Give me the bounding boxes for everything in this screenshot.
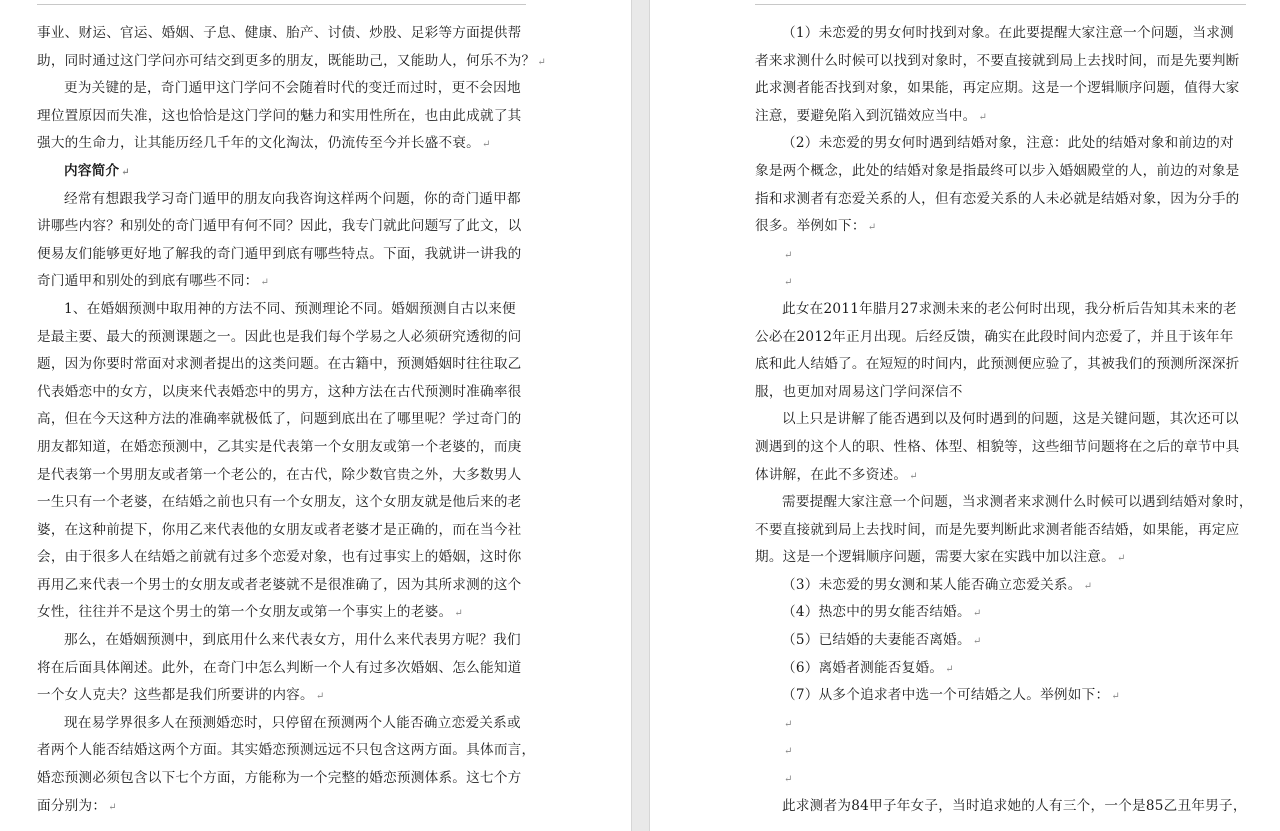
line-text: 那么，在婚姻预测中，到底用什么来代表女方，用什么来代表男方呢？我们 <box>64 632 521 649</box>
text-line <box>755 710 1246 738</box>
text-line <box>37 213 526 241</box>
line-text: 需要提醒大家注意一个问题，当求测者来求测什么时候可以遇到结婚对象时， <box>782 494 1253 511</box>
paragraph-mark-icon: ↵ <box>1083 580 1093 592</box>
line-text: 公必在2012年正月出现。后经反馈，确实在此段时间内恋爱了，并且于该年年 <box>755 328 1234 345</box>
text-line <box>755 186 1246 214</box>
line-text: 代表婚恋中的女方，以庚来代表婚恋中的男方，这种方法在古代预测时准确率很 <box>37 383 522 400</box>
text-line <box>37 324 526 352</box>
page-body-text[interactable] <box>37 20 547 820</box>
text-line <box>37 710 526 738</box>
line-text: 讲哪些内容？和别处的奇门遁甲有何不同？因此，我专门就此问题写了此文，以 <box>37 218 522 235</box>
text-line <box>755 103 1246 131</box>
line-text: 是最主要、最大的预测课题之一。因此也是我们每个学易之人必须研究透彻的问 <box>37 328 522 345</box>
text-line <box>755 75 1246 103</box>
text-line <box>755 517 1246 545</box>
text-line <box>755 268 1246 296</box>
text-line <box>37 765 526 793</box>
text-line <box>755 489 1253 517</box>
paragraph-mark-icon: ↵ <box>482 139 491 151</box>
line-text: 便易友们能够更好地了解我的奇门遁甲到底有哪些特点。下面，我就讲一讲我的 <box>37 245 522 262</box>
paragraph-mark-icon: ↵ <box>978 111 988 123</box>
line-text: 面分别为： <box>37 797 107 814</box>
line-text: 指和求测者有恋爱关系的人，但有恋爱关系的人未必就是结婚对象，因为分手的 <box>755 190 1240 207</box>
paragraph-mark-icon: ↵ <box>260 277 270 289</box>
line-text: 婆，在这种前提下，你用乙来代表他的女朋友或者老婆才是正确的，而在当今社 <box>37 521 522 538</box>
text-line <box>37 103 526 131</box>
text-line <box>37 737 536 765</box>
line-text: 者来求测什么时候可以找到对象时，不要直接就到局上去找时间，而是先要判断 <box>755 52 1240 69</box>
text-line <box>37 406 526 434</box>
line-text: 理位置原因而失准，这也恰恰是这门学问的魅力和实用性所在，也由此成就了其 <box>37 107 522 124</box>
line-text: 测遇到的这个人的职、性格、体型、相貌等，这些细节问题将在之后的章节中具 <box>755 438 1240 455</box>
page-top-border <box>37 4 526 5</box>
paragraph-mark-icon: ↵ <box>909 470 918 482</box>
paragraph-mark-icon: ↵ <box>784 277 793 289</box>
text-line <box>755 572 1246 600</box>
text-line <box>37 434 526 462</box>
paragraph-mark-icon: ↵ <box>108 801 117 813</box>
line-text: 体讲解，在此不多资述。 <box>755 466 908 483</box>
line-text: 内容简介 <box>64 162 120 179</box>
line-text: 题，因为你要时常面对求测者提出的这类问题。在古籍中，预测婚姻时往往取乙 <box>37 356 522 373</box>
text-line <box>755 599 1246 627</box>
line-text: 象是两个概念，此处的结婚对象是指最终可以步入婚姻殿堂的人，前边的对象是 <box>755 162 1240 179</box>
line-text: 此求测者为84甲子年女子，当时追求她的人有三个，一个是85乙丑年男子， <box>782 797 1247 814</box>
line-text: 注意，要避免陷入到沉锚效应当中。 <box>755 107 977 124</box>
line-text: 朋友都知道，在婚恋预测中，乙其实是代表第一个女朋友或第一个老婆的，而庚 <box>37 438 522 455</box>
page-gutter <box>631 0 650 831</box>
line-text: 期。这是一个逻辑顺序问题，需要大家在实践中加以注意。 <box>755 549 1115 566</box>
text-line <box>37 48 547 76</box>
text-line <box>755 544 1246 572</box>
line-text: 强大的生命力，让其能历经几千年的文化淘汰，仍流传至今并长盛不衰。 <box>37 135 480 152</box>
line-text: （7）从多个追求者中选一个可结婚之人。举例如下： <box>782 687 1110 704</box>
line-text: 会，由于很多人在结婚之前就有过多个恋爱对象，也有过事实上的婚姻，这时你 <box>37 549 522 566</box>
text-line <box>755 130 1246 158</box>
section-heading <box>37 158 526 186</box>
line-text: 高，但在今天这种方法的准确率就极低了，问题到底出在了哪里呢？学过奇门的 <box>37 411 522 428</box>
text-line <box>37 489 526 517</box>
text-line <box>37 544 526 572</box>
line-text: 服，也更加对周易这门学问深信不 <box>755 383 963 400</box>
page-top-border <box>755 4 1246 5</box>
text-line <box>755 737 1246 765</box>
text-line <box>755 655 1246 683</box>
text-line <box>37 379 526 407</box>
text-line <box>37 186 526 214</box>
text-line <box>755 324 1246 352</box>
text-line <box>755 241 1246 269</box>
text-line <box>37 351 526 379</box>
line-text: 一个女人克夫？这些都是我们所要讲的内容。 <box>37 687 314 704</box>
text-line <box>755 765 1246 793</box>
text-line <box>37 462 526 490</box>
line-text: 事业、财运、官运、婚姻、子息、健康、胎产、讨债、炒股、足彩等方面提供帮 <box>37 25 522 41</box>
line-text: （2）未恋爱的男女何时遇到结婚对象，注意：此处的结婚对象和前边的对 <box>782 135 1234 152</box>
paragraph-mark-icon: ↵ <box>972 608 982 620</box>
line-text: （4）热恋中的男女能否结婚。 <box>782 604 971 621</box>
text-line <box>37 20 526 48</box>
text-line <box>37 793 526 821</box>
paragraph-mark-icon: ↵ <box>972 636 982 648</box>
paragraph-mark-icon: ↵ <box>945 663 954 675</box>
line-text: 此求测者能否找到对象，如果能，再定应期。这是一个逻辑顺序问题，值得大家 <box>755 80 1240 97</box>
paragraph-mark-icon: ↵ <box>121 166 131 178</box>
document-page-right <box>650 0 1280 831</box>
paragraph-mark-icon: ↵ <box>315 691 325 703</box>
text-line <box>755 158 1246 186</box>
paragraph-mark-icon: ↵ <box>1111 691 1120 703</box>
text-line <box>37 572 526 600</box>
paragraph-mark-icon: ↵ <box>784 774 793 786</box>
text-line <box>37 655 526 683</box>
text-line <box>755 682 1246 710</box>
line-text: 经常有想跟我学习奇门遁甲的朋友向我咨询这样两个问题，你的奇门遁甲都 <box>64 190 521 207</box>
line-text: 再用乙来代表一个男士的女朋友或者老婆就不是很准确了，因为其所求测的这个 <box>37 576 522 593</box>
text-line <box>37 296 526 324</box>
line-text: 是代表第一个男朋友或者第一个老公的，在古代，除少数官贵之外，大多数男人 <box>37 466 522 483</box>
text-line <box>755 462 1246 490</box>
line-text: 将在后面具体阐述。此外，在奇门中怎么判断一个人有过多次婚姻、怎么能知道 <box>37 659 522 676</box>
paragraph-mark-icon: ↵ <box>1116 553 1126 565</box>
text-line <box>755 48 1246 76</box>
line-text: 以上只是讲解了能否遇到以及何时遇到的问题，这是关键问题，其次还可以 <box>782 411 1239 428</box>
text-line <box>37 599 526 627</box>
text-line <box>755 406 1246 434</box>
line-text: 奇门遁甲和别处的到底有哪些不同： <box>37 273 259 290</box>
line-text: 助，同时通过这门学问亦可结交到更多的朋友，既能助己，又能助人，何乐不为？ <box>37 52 536 69</box>
text-line <box>755 351 1246 379</box>
paragraph-mark-icon: ↵ <box>867 222 877 234</box>
text-line <box>755 296 1246 324</box>
line-text: 此女在2011年腊月27求测未来的老公何时出现，我分析后告知其未来的老 <box>782 300 1237 317</box>
line-text: 底和此人结婚了。在短短的时间内，此预测便应验了，其被我们的预测所深深折 <box>755 356 1240 373</box>
text-line <box>755 434 1246 462</box>
text-line <box>37 75 526 103</box>
line-text: （6）离婚者测能否复婚。 <box>782 659 944 676</box>
text-line <box>37 130 526 158</box>
line-text: 1、在婚姻预测中取用神的方法不同、预测理论不同。婚姻预测自古以来便 <box>64 300 516 317</box>
text-line <box>755 793 1246 821</box>
text-line <box>37 517 526 545</box>
text-line <box>37 627 526 655</box>
line-text: 现在易学界很多人在预测婚恋时，只停留在预测两个人能否确立恋爱关系或 <box>64 714 521 731</box>
line-text: 婚恋预测必须包含以下七个方面，方能称为一个完整的婚恋预测体系。这七个方 <box>37 770 522 787</box>
text-line <box>37 241 526 269</box>
text-line <box>37 682 526 710</box>
page-body-text[interactable] <box>755 20 1253 820</box>
text-line <box>755 213 1246 241</box>
line-text: 者两个人能否结婚这两个方面。其实婚恋预测远远不只包含这两方面。具体而言， <box>37 742 536 759</box>
document-page-left <box>0 0 631 831</box>
text-line <box>755 379 1246 407</box>
paragraph-mark-icon: ↵ <box>784 249 793 261</box>
text-line <box>755 20 1246 48</box>
text-line <box>37 268 526 296</box>
paragraph-mark-icon: ↵ <box>537 56 547 68</box>
text-line <box>755 627 1246 655</box>
paragraph-mark-icon: ↵ <box>784 718 793 730</box>
paragraph-mark-icon: ↵ <box>454 608 463 620</box>
line-text: （1）未恋爱的男女何时找到对象。在此要提醒大家注意一个问题，当求测 <box>782 25 1234 41</box>
line-text: （3）未恋爱的男女测和某人能否确立恋爱关系。 <box>782 576 1082 593</box>
paragraph-mark-icon: ↵ <box>784 746 793 758</box>
line-text: 一生只有一个老婆，在结婚之前也只有一个女朋友，这个女朋友就是他后来的老 <box>37 494 522 511</box>
line-text: 不要直接就到局上去找时间，而是先要判断此求测者能否结婚，如果能，再定应 <box>755 521 1240 538</box>
line-text: 更为关键的是，奇门遁甲这门学问不会随着时代的变迁而过时，更不会因地 <box>64 80 521 97</box>
line-text: 很多。举例如下： <box>755 218 866 235</box>
line-text: （5）已结婚的夫妻能否离婚。 <box>782 632 971 649</box>
line-text: 女性，往往并不是这个男士的第一个女朋友或第一个事实上的老婆。 <box>37 604 453 621</box>
